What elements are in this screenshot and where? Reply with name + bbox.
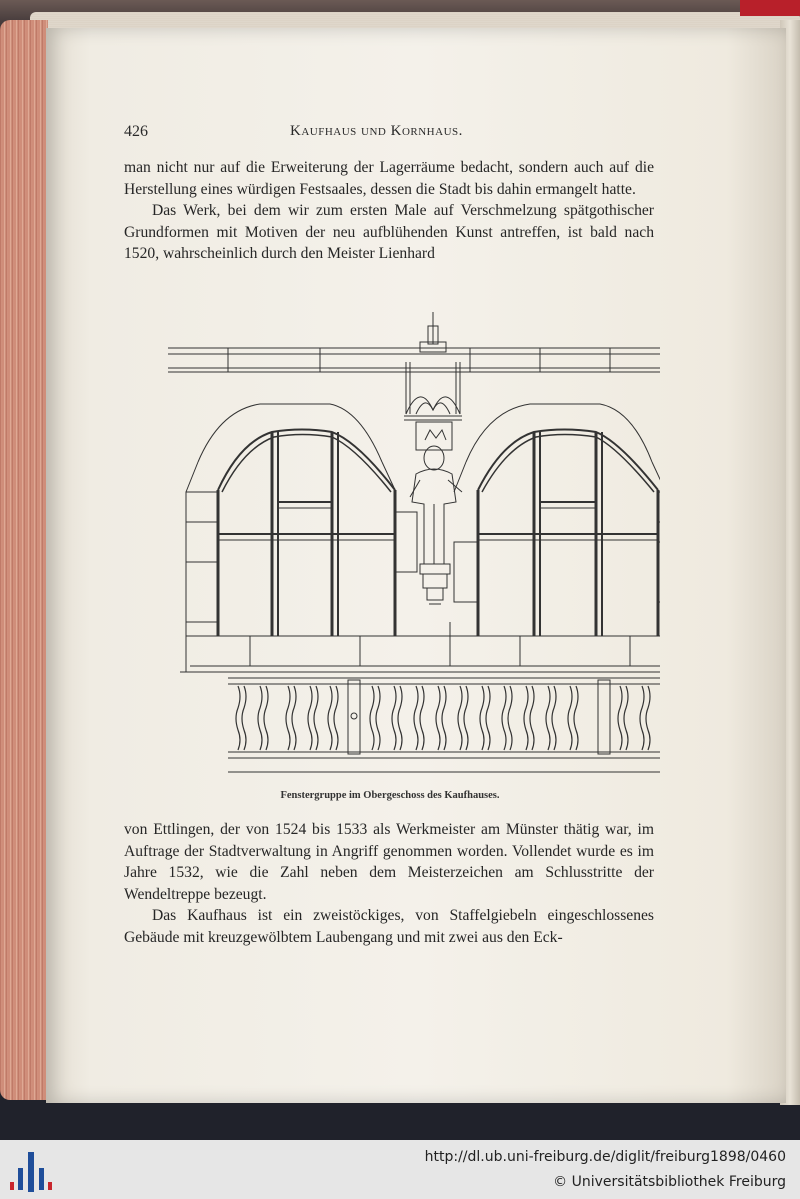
paragraph: man nicht nur auf die Erweiterung der Lagerräume bedacht, sondern auch auf die Herstellung eines würdigen Festsaales, dessen die Stadt bis dahin ermangelt hatte. bbox=[124, 159, 654, 198]
figure-caption: Fenstergruppe im Obergeschoss des Kaufhauses. bbox=[280, 790, 500, 801]
footer-bar bbox=[0, 1140, 800, 1199]
source-url-link[interactable]: http://dl.ub.uni-freiburg.de/diglit/freiburg1898/0460 bbox=[424, 1149, 786, 1165]
text-block-bottom bbox=[124, 819, 654, 948]
paragraph: Das Kaufhaus ist ein zweistöckiges, von Staffelgiebeln eingeschlossenes Gebäude mit kreuzgewölbtem Laubengang und mit zwei aus den Eck- bbox=[124, 907, 654, 946]
paragraph: Das Werk, bei dem wir zum ersten Male auf Verschmelzung spätgothischer Grundformen mit Motiven der neu aufblühenden Kunst antreffen, ist bald nach 1520, wahrscheinlich durch den Meister Lienhard bbox=[124, 202, 654, 262]
page-number: 426 bbox=[124, 123, 148, 140]
page-header bbox=[124, 123, 654, 147]
window-group-drawing bbox=[120, 282, 660, 782]
running-head: Kaufhaus und Kornhaus. bbox=[290, 123, 463, 139]
text-block-top bbox=[124, 157, 654, 265]
bookmark-ribbon bbox=[740, 0, 800, 16]
balusters bbox=[236, 686, 660, 750]
paragraph: von Ettlingen, der von 1524 bis 1533 als Werkmeister am Münster thätig war, im Auftrage der Stadtverwaltung in Angriff genommen worden. Vollendet wurde es im Jahre 1532, wie die Zahl neben dem Meisterzeichen am Schlusstritte der Wendeltreppe bezeugt. bbox=[124, 821, 654, 903]
book-fore-edge bbox=[0, 20, 48, 1100]
copyright-notice: © Universitätsbibliothek Freiburg bbox=[553, 1174, 786, 1190]
university-library-logo-icon bbox=[10, 1152, 52, 1192]
architectural-figure bbox=[120, 282, 660, 812]
